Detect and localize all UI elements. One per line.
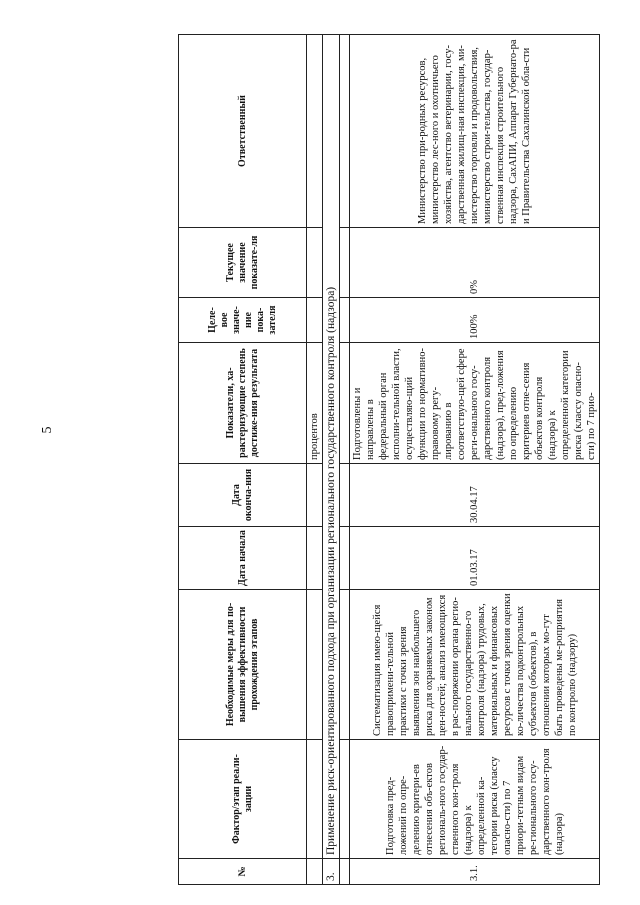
row-measures: Систематизация имею-щейся правопримени-тельной практики с точки зрения выявления зон наибольшего риска для охраняемых законом цен-ностей; анализ имеющихся в рас-поряжении органа регио-нального государственно-го контроля (надзора) трудовых, материальных и финансовых ресурсов с точки зрения оценки ко-личества подконтрольных субъектов (объектов), в отношении которых мо-гут быть проведены ме-роприятия по контролю (надзору) (350, 590, 600, 740)
header-start-date: Дата начала (179, 527, 307, 590)
row-target-value: 100% (350, 298, 600, 343)
row-indicator: Подготовлены и направлены в федеральный орган исполни-тельной власти, осуществляю-щий функции по нормативно-правовому регу-лированию в соответствую-щей сфере реги-онального госу-дарственного контроля (надзора), пред-ложения по определению критериев отне-сения объектов контроля (надзора) к определенной категории риска (классу опасно-сти) по 7 прио- (350, 343, 600, 464)
plan-table (178, 34, 600, 885)
prev-row-tail (307, 35, 323, 885)
row-number: 3.1. (350, 859, 600, 885)
header-factor: Фактор/этап реали-зации (179, 740, 307, 859)
header-target-value: Целе-вое значе-ние пока-зателя (179, 298, 307, 343)
table-header-row (179, 35, 307, 885)
page-number: 5 (40, 426, 55, 434)
header-current-value: Текущее значение показате-ля (179, 228, 307, 298)
row-start-date: 01.03.17 (350, 527, 600, 590)
row-factor: Подготовка пред-ложений по опре-делению критери-ев отнесения объ-ектов региональ-ного государ-ственного кон-троля (надзора) к определенной ка-тегории риска (классу опасно-сти) по 7 приори-тетным видам ре-гионального госу-дарственного кон-троля (надзора) (350, 740, 600, 859)
table-row (350, 35, 600, 885)
section-row (323, 35, 340, 885)
header-indicators: Показатели, ха-рактеризующие степень достиже-ния результата (179, 343, 307, 464)
row-responsible: Министерство при-родных ресурсов, министерство лес-ного и охотничьего хозяйства, агентство ветеринарии, госу-дарственная жилищ-ная инспекция, ми-нистерство торговли и продовольствия, министерство строи-тельства, государ-ственная инспекция строительного надзора, СахАПИ, Аппарат Губернато-ра и Правительства Сахалинской обла-сти (350, 35, 600, 228)
header-responsible: Ответственный (179, 35, 307, 228)
header-measures: Необходимые меры для по-вышения эффективности прохождения этапов (179, 590, 307, 740)
prev-indicator-tail: процентов (307, 343, 323, 464)
section-title: Применение риск-ориентированного подхода при организации регионального государственного контроля (надзора) (323, 35, 340, 859)
header-num: № (179, 859, 307, 885)
rotated-table-page (178, 35, 597, 885)
row-end-date: 30.04.17 (350, 464, 600, 527)
header-end-date: Дата оконча-ния (179, 464, 307, 527)
section-number: 3. (323, 859, 340, 885)
spacer-row (340, 35, 350, 885)
row-current-value: 0% (350, 228, 600, 298)
